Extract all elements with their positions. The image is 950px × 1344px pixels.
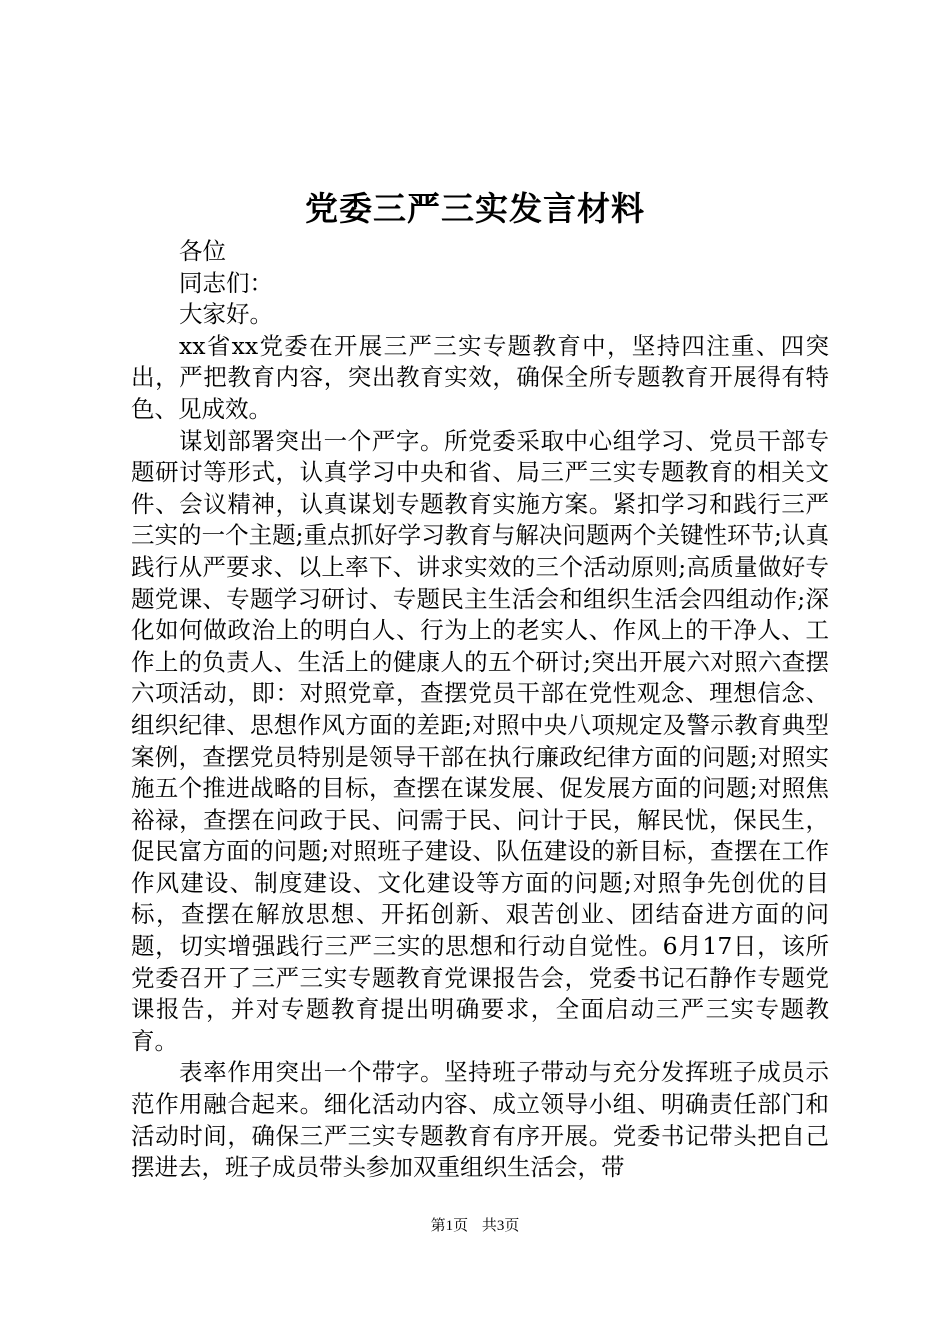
greeting-line: 大家好。 xyxy=(179,300,273,329)
greeting-line: 各位 xyxy=(179,237,226,265)
paragraph: 谋划部署突出一个严字。所党委采取中心组学习、党员干部专题研讨等形式，认真学习中央和省、局三严三实专题教育的相关文件、会议精神，认真谋划专题教育实施方案。紧扣学习和践行三严三实的一个主题;重点抓好学习教育与解决问题两个关键性环节;认真践行从严要求、以上率下、讲求实效的三个活动原则;高质量做好专题党课、专题学习研讨、专题民主生活会和组织生活会四组动作;深化如何做政治上的明白人、行为上的老实人、作风上的干净人、工作上的负责人、生活上的健康人的五个研讨;突出开展六对照六查摆六项活动，即：对照党章，查摆党员干部在党性观念、理想信念、组织纪律、思想作风方面的差距;对照中央八项规定及警示教育典型案例，查摆党员特别是领导干部在执行廉政纪律方面的问题;对照实施五个推进战略的目标，查摆在谋发展、促发展方面的问题;对照焦裕禄，查摆在问政于民、问需于民、问计于民，解民忧，保民生，促民富方面的问题;对照班子建设、队伍建设的新目标，查摆在工作作风建设、制度建设、文化建设等方面的问题;对照争先创优的目标，查摆在解放思想、开拓创新、艰苦创业、团结奋进方面的问题，切实增强践行三严三实的思想和行动自觉性。6月17日，该所党委召开了三严三实专题教育党课报告会，党委书记石静作专题党课报告，并对专题教育提出明确要求，全面启动三严三实专题教育。 xyxy=(131,426,829,1055)
page-footer xyxy=(0,1216,950,1236)
document-title: 党委三严三实发言材料 xyxy=(305,189,645,228)
page-total: 共3页 xyxy=(481,1218,520,1234)
page-number: 第1页 xyxy=(430,1218,469,1234)
document-body xyxy=(131,236,829,1184)
greeting-line: 同志们： xyxy=(179,268,273,297)
paragraph: 表率作用突出一个带字。坚持班子带动与充分发挥班子成员示范作用融合起来。细化活动内容、成立领导小组、明确责任部门和活动时间，确保三严三实专题教育有序开展。党委书记带头把自己摆进去，班子成员带头参加双重组织生活会，带 xyxy=(131,1058,829,1182)
paragraph: xx省xx党委在开展三严三实专题教育中，坚持四注重、四突出，严把教育内容，突出教育实效，确保全所专题教育开展得有特色、见成效。 xyxy=(131,331,829,423)
